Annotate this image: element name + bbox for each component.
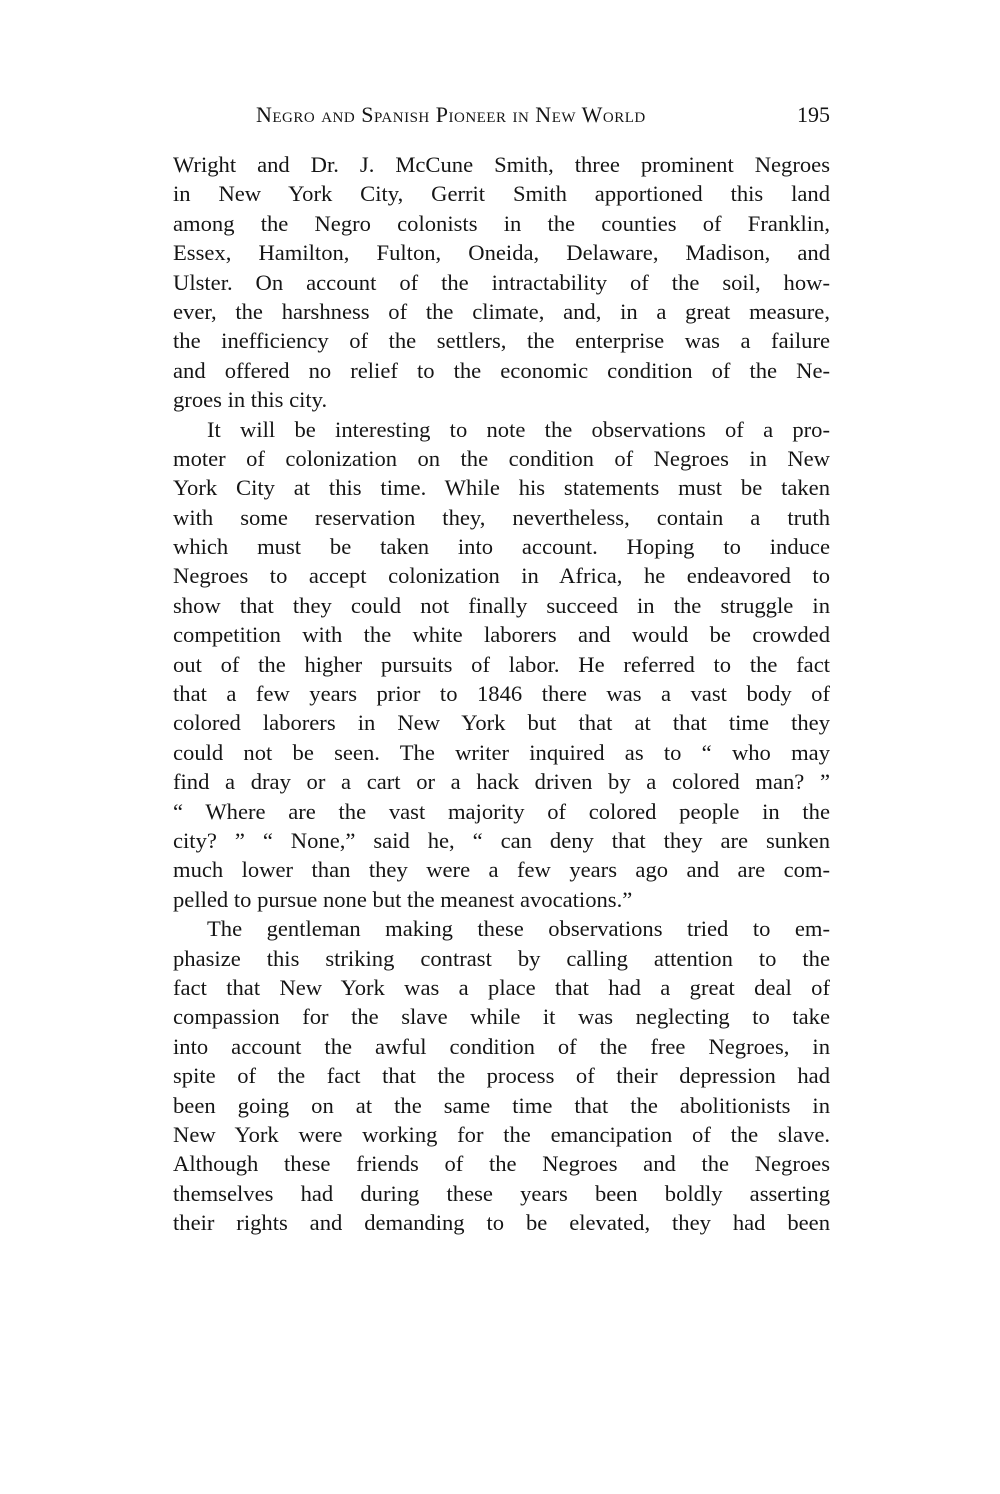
text-line: Ulster. On account of the intractability of the soil, how-: [173, 269, 830, 295]
text-line: their rights and demanding to be elevated, they had been: [173, 1210, 830, 1236]
text-line: competition with the white laborers and would be crowded: [173, 622, 830, 648]
text-line: colored laborers in New York but that at that time they: [173, 710, 830, 736]
text-line: The gentleman making these observations tried to em-: [207, 916, 830, 942]
text-line: Although these friends of the Negroes and the Negroes: [173, 1151, 830, 1177]
text-line: in New York City, Gerrit Smith apportioned this land: [173, 181, 830, 207]
book-page: [173, 102, 830, 1237]
text-line: the inefficiency of the settlers, the enterprise was a failure: [173, 328, 830, 354]
text-line: Essex, Hamilton, Fulton, Oneida, Delaware, Madison, and: [173, 240, 830, 266]
text-line: and offered no relief to the economic condition of the Ne-: [173, 357, 830, 383]
text-line: which must be taken into account. Hoping to induce: [173, 534, 830, 560]
paragraph-3: [173, 914, 830, 1237]
text-line: compassion for the slave while it was neglecting to take: [173, 1004, 830, 1030]
text-line: pelled to pursue none but the meanest avocations.”: [173, 886, 633, 912]
running-head: [173, 102, 830, 136]
text-line: Wright and Dr. J. McCune Smith, three prominent Negroes: [173, 152, 830, 177]
text-line: ever, the harshness of the climate, and, in a great measure,: [173, 298, 830, 324]
text-line: much lower than they were a few years ago and are com-: [173, 857, 830, 883]
text-line: phasize this striking contrast by calling attention to the: [173, 945, 830, 971]
body-text: [173, 150, 830, 1237]
text-line: fact that New York was a place that had a great deal of: [173, 974, 830, 1000]
text-line: York City at this time. While his statements must be taken: [173, 475, 830, 501]
text-line: “ Where are the vast majority of colored people in the: [173, 798, 830, 824]
text-line: It will be interesting to note the observations of a pro-: [207, 416, 830, 442]
text-line: find a dray or a cart or a hack driven by a colored man? ”: [173, 769, 830, 795]
text-line: out of the higher pursuits of labor. He referred to the fact: [173, 651, 830, 677]
text-line: into account the awful condition of the free Negroes, in: [173, 1033, 830, 1059]
text-line: moter of colonization on the condition of Negroes in New: [173, 445, 830, 471]
text-line: could not be seen. The writer inquired as to “ who may: [173, 739, 830, 765]
paragraph-2: [173, 415, 830, 915]
text-line: been going on at the same time that the abolitionists in: [173, 1092, 830, 1118]
text-line: spite of the fact that the process of their depression had: [173, 1063, 830, 1089]
text-line: that a few years prior to 1846 there was a vast body of: [173, 681, 830, 707]
page-number: 195: [797, 102, 830, 127]
text-line: New York were working for the emancipation of the slave.: [173, 1121, 830, 1147]
text-line: with some reservation they, nevertheless, contain a truth: [173, 504, 830, 530]
text-line: groes in this city.: [173, 387, 328, 413]
text-line: show that they could not finally succeed in the struggle in: [173, 592, 830, 618]
text-line: among the Negro colonists in the counties of Franklin,: [173, 210, 830, 236]
text-line: Negroes to accept colonization in Africa, he endeavored to: [173, 563, 830, 589]
text-line: city? ” “ None,” said he, “ can deny that they are sunken: [173, 827, 830, 853]
text-line: themselves had during these years been boldly asserting: [173, 1180, 830, 1206]
paragraph-1: [173, 150, 830, 415]
running-head-title: Negro and Spanish Pioneer in New World: [256, 102, 646, 127]
